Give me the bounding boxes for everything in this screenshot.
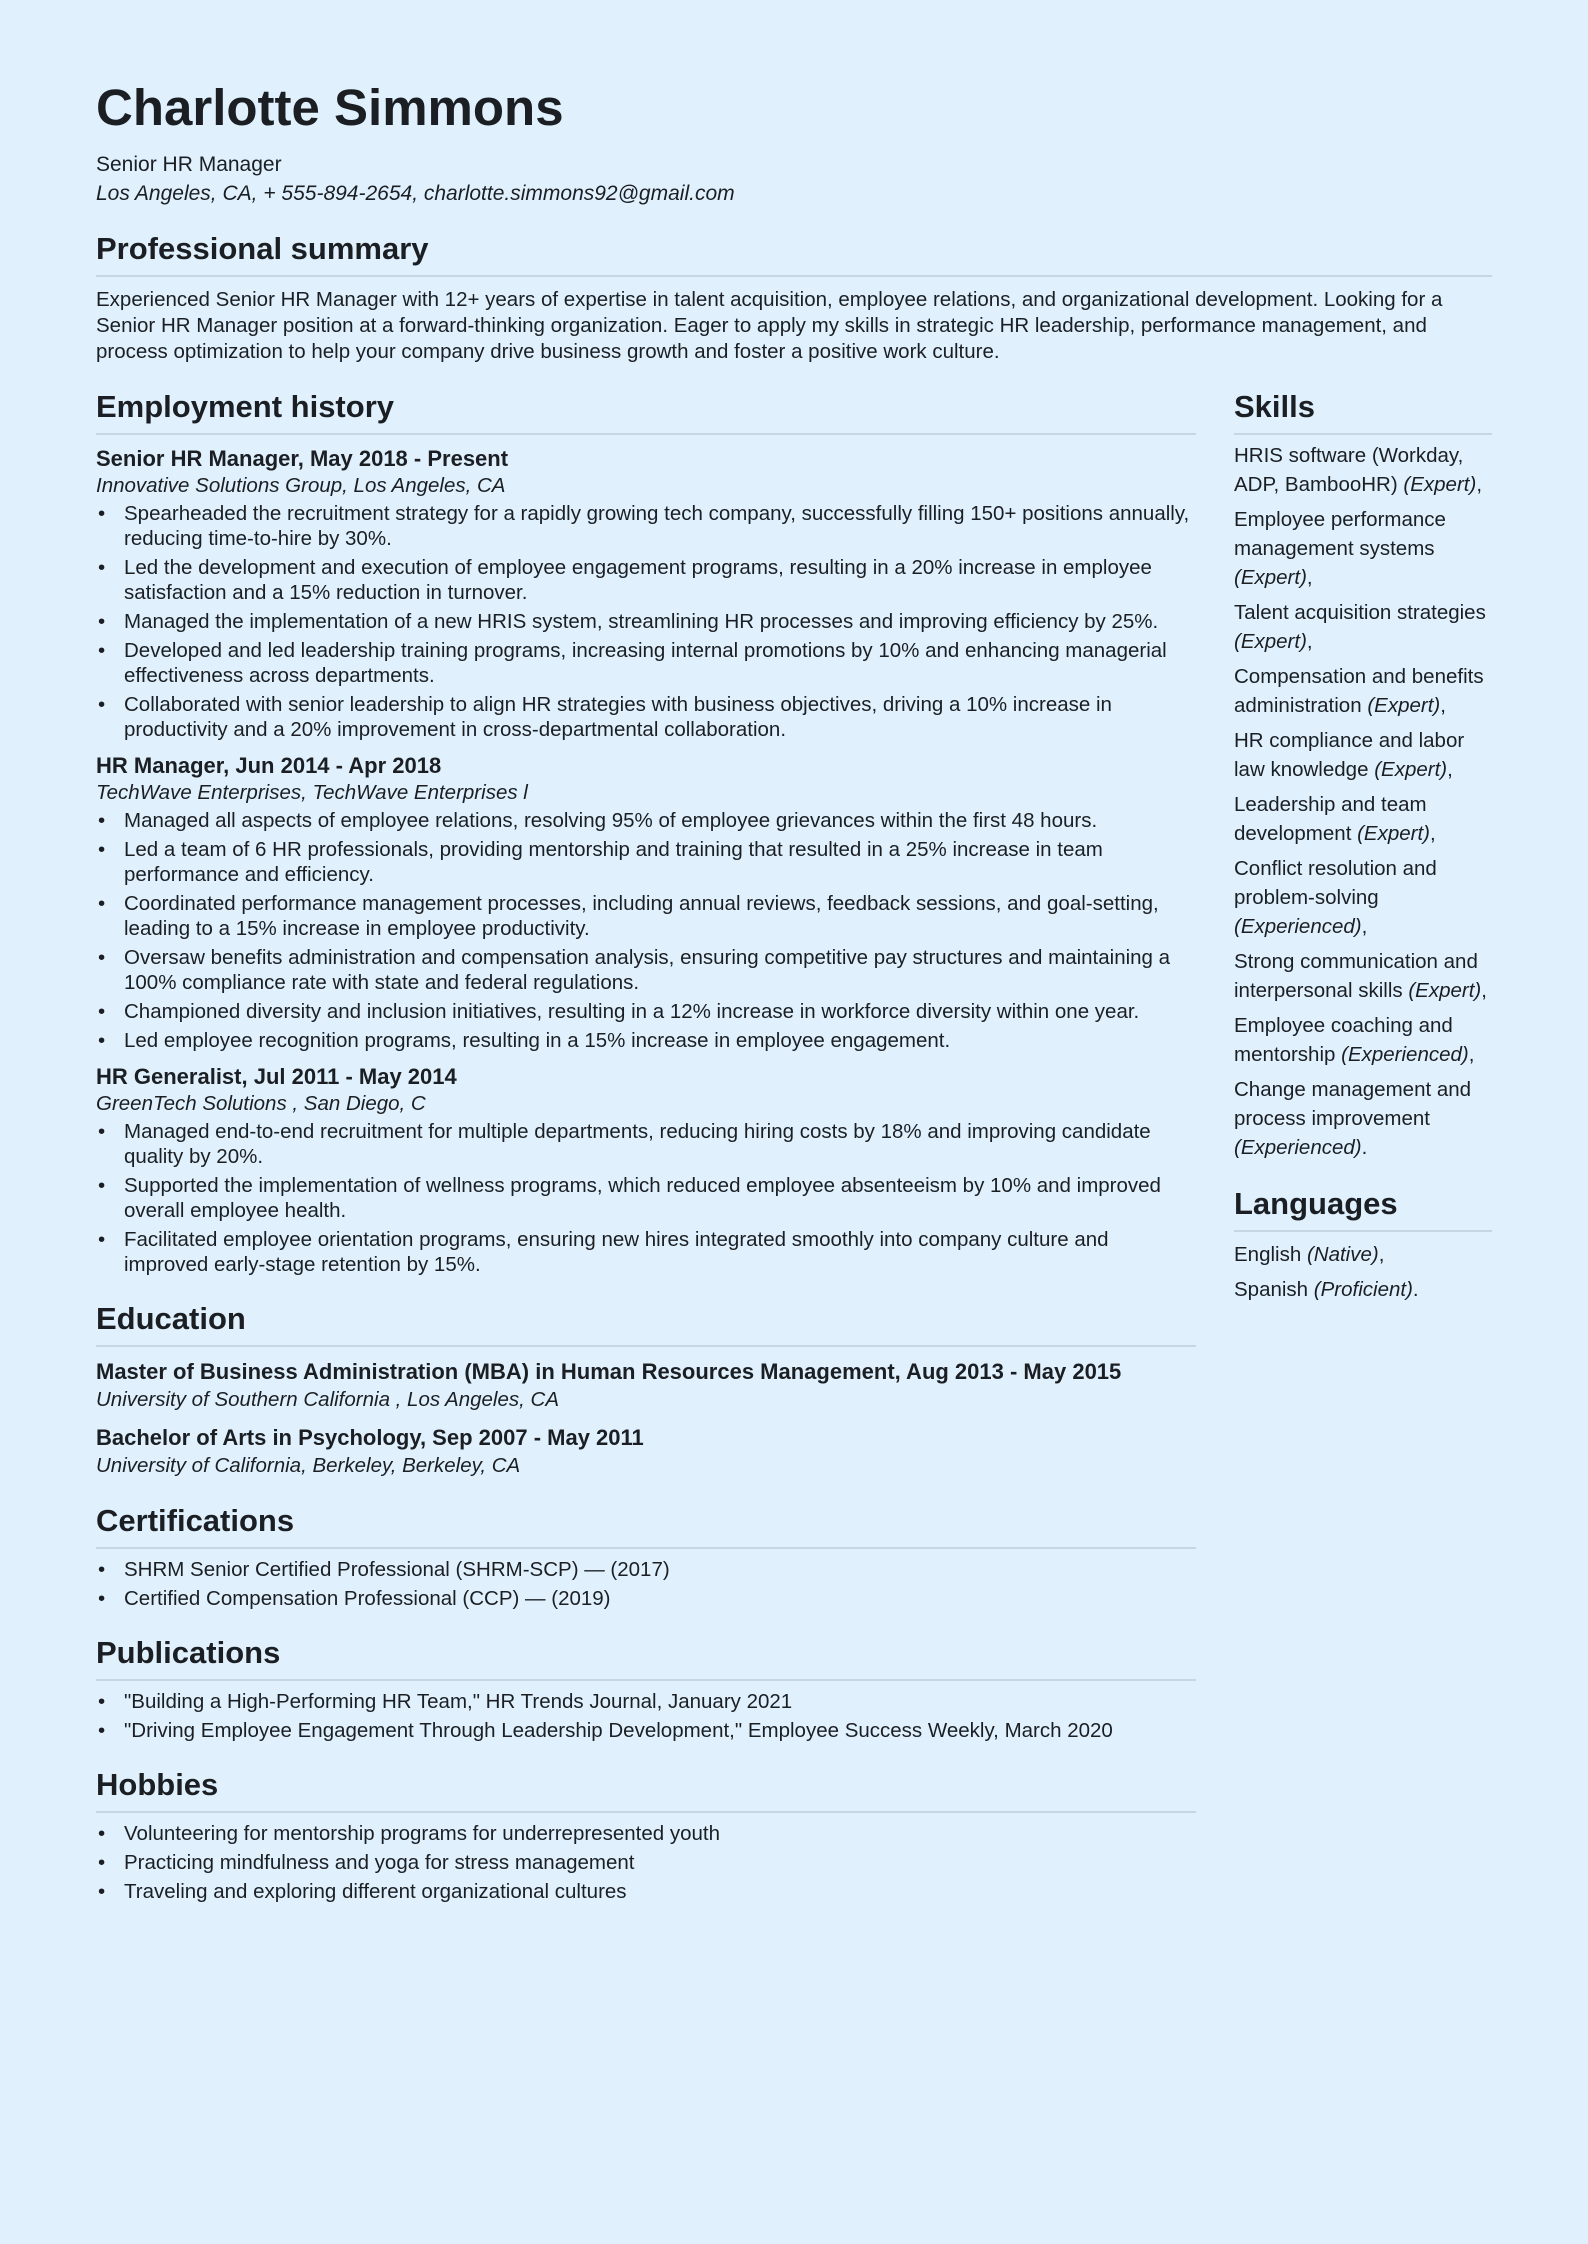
skill-separator: , [1468,1043,1475,1066]
skill-level: (Expert) [1234,630,1307,653]
hobby-item: • Volunteering for mentorship programs for underrepresented youth [96,1821,1196,1846]
job-entry [96,445,1196,742]
publication-item: • "Driving Employee Engagement Through Leadership Development," Employee Success Weekly, March 2020 [96,1718,1196,1743]
job-bullet: • Spearheaded the recruitment strategy for a rapidly growing tech company, successfully filling 150+ positions annually, reducing time-to-hire by 30%. [96,501,1196,551]
skill-separator: , [1306,630,1313,653]
skill-name: Conflict resolution and problem-solving [1234,857,1437,909]
job-bullet: • Managed the implementation of a new HRIS system, streamlining HR processes and improving efficiency by 25%. [96,609,1196,634]
language-name: Spanish [1234,1278,1309,1301]
skill-item [1234,854,1492,941]
job-company: GreenTech Solutions , San Diego, C [96,1092,426,1115]
skill-level: (Expert) [1234,566,1307,589]
job-bullet: • Led the development and execution of employee engagement programs, resulting in a 20% increase in employee satisfaction and a 15% reduction in turnover. [96,555,1196,605]
employment-section [96,387,1196,1277]
skill-separator: . [1361,1136,1368,1159]
skill-name: Strong communication and interpersonal skills [1234,950,1478,1002]
candidate-title: Senior HR Manager [96,153,282,176]
job-bullet: • Managed end-to-end recruitment for multiple departments, reducing hiring costs by 18% and improving candidate quality by 20%. [96,1119,1196,1169]
skill-name: HR compliance and labor law knowledge [1234,729,1465,781]
language-name: English [1234,1243,1302,1266]
skill-item [1234,441,1492,499]
job-bullet: • Collaborated with senior leadership to align HR strategies with business objectives, driving a 10% increase in productivity and a 20% improvement in cross-departmental collaboration. [96,692,1196,742]
language-separator: , [1378,1243,1385,1266]
language-level: (Native) [1306,1243,1379,1266]
summary-section [96,229,1492,365]
job-bullet: • Managed all aspects of employee relations, resolving 95% of employee grievances within the first 48 hours. [96,808,1196,833]
skill-level: (Expert) [1374,758,1448,781]
skill-name: Talent acquisition strategies [1234,601,1486,624]
skill-level: (Experienced) [1341,1043,1469,1066]
hobbies-heading: Hobbies [96,1765,1196,1813]
job-bullet: • Supported the implementation of wellness programs, which reduced employee absenteeism by 10% and improved overall employee health. [96,1173,1196,1223]
skill-name: HRIS software (Workday, ADP, BambooHR) [1234,444,1464,496]
certifications-section [96,1501,1196,1611]
skill-separator: , [1430,822,1436,845]
school-name: University of Southern California , Los Angeles, CA [96,1388,559,1411]
skill-item [1234,1075,1492,1162]
employment-heading: Employment history [96,387,1196,435]
skill-level: (Experienced) [1234,915,1362,938]
hobby-item: • Practicing mindfulness and yoga for stress management [96,1850,1196,1875]
skill-level: (Expert) [1357,822,1430,845]
skill-level: (Expert) [1367,694,1441,717]
sidebar-column [1234,387,1492,1908]
two-column-layout [96,387,1492,1908]
contact-info: Los Angeles, CA, + 555-894-2654, charlotte.simmons92@gmail.com [96,182,735,205]
job-bullet: • Led a team of 6 HR professionals, providing mentorship and training that resulted in a 25% increase in team performance and efficiency. [96,837,1196,887]
skill-separator: , [1447,758,1453,781]
summary-text: Experienced Senior HR Manager with 12+ years of expertise in talent acquisition, employee relations, and organizational development. Looking for a Senior HR Manager position at a forward-thinking organization. Eager to apply my skills in strategic HR leadership, performance management, and process optimization to help your company drive business growth and foster a positive work culture. [96,288,1443,363]
certifications-list [96,1557,1196,1611]
hobby-item: • Traveling and exploring different organizational cultures [96,1879,1196,1904]
skills-heading: Skills [1234,387,1492,435]
hobbies-section [96,1765,1196,1904]
job-company: TechWave Enterprises, TechWave Enterprises l [96,781,528,804]
job-bullet: • Developed and led leadership training programs, increasing internal promotions by 10% and enhancing managerial effectiveness across departments. [96,638,1196,688]
publication-item: • "Building a High-Performing HR Team," HR Trends Journal, January 2021 [96,1689,1196,1714]
job-bullets [96,501,1196,742]
skill-separator: , [1481,979,1487,1002]
languages-section [1234,1184,1492,1304]
degree-title: Master of Business Administration (MBA) in Human Resources Management, Aug 2013 - May 2015 [96,1359,1122,1384]
language-item [1234,1240,1492,1269]
certifications-heading: Certifications [96,1501,1196,1549]
skill-name: Change management and process improvement [1234,1078,1472,1130]
skill-separator: , [1306,566,1313,589]
job-bullet: • Coordinated performance management processes, including annual reviews, feedback sessions, and goal-setting, leading to a 15% increase in employee productivity. [96,891,1196,941]
skill-separator: , [1476,473,1483,496]
degree-title: Bachelor of Arts in Psychology, Sep 2007 - May 2011 [96,1425,644,1450]
skill-item [1234,790,1492,848]
job-entry [96,752,1196,1053]
job-bullet: • Oversaw benefits administration and compensation analysis, ensuring competitive pay structures and maintaining a 100% compliance rate with state and federal regulations. [96,945,1196,995]
publications-heading: Publications [96,1633,1196,1681]
school-name: University of California, Berkeley, Berkeley, CA [96,1454,521,1477]
skill-item [1234,726,1492,784]
skill-separator: , [1440,694,1446,717]
job-company: Innovative Solutions Group, Los Angeles, CA [96,474,506,497]
languages-heading: Languages [1234,1184,1492,1232]
resume-header [96,78,1492,207]
skill-item [1234,598,1492,656]
job-bullet: • Facilitated employee orientation programs, ensuring new hires integrated smoothly into company culture and improved early-stage retention by 15%. [96,1227,1196,1277]
skill-level: (Expert) [1408,979,1482,1002]
education-heading: Education [96,1299,1196,1347]
skill-item [1234,947,1492,1005]
job-bullets [96,1119,1196,1277]
job-title: HR Manager, Jun 2014 - Apr 2018 [96,753,442,778]
language-level: (Proficient) [1313,1278,1413,1301]
certification-item: • Certified Compensation Professional (CCP) — (2019) [96,1586,1196,1611]
skill-name: Employee performance management systems [1234,508,1446,560]
language-separator: . [1412,1278,1419,1301]
skill-name: Employee coaching and mentorship [1234,1014,1453,1066]
job-bullet: • Led employee recognition programs, resulting in a 15% increase in employee engagement. [96,1028,1196,1053]
candidate-name: Charlotte Simmons [96,79,564,136]
language-item [1234,1275,1492,1304]
education-section [96,1299,1196,1479]
job-title: Senior HR Manager, May 2018 - Present [96,446,509,471]
skill-item [1234,1011,1492,1069]
main-column [96,387,1196,1908]
skill-separator: , [1361,915,1368,938]
skill-name: Compensation and benefits administration [1234,665,1484,717]
skill-item [1234,662,1492,720]
education-entry [96,1357,1196,1413]
hobbies-list [96,1821,1196,1904]
job-entry [96,1063,1196,1277]
certification-item: • SHRM Senior Certified Professional (SHRM-SCP) — (2017) [96,1557,1196,1582]
education-entry [96,1423,1196,1479]
publications-list [96,1689,1196,1743]
skills-section [1234,387,1492,1162]
summary-heading: Professional summary [96,229,1492,277]
skill-item [1234,505,1492,592]
job-title: HR Generalist, Jul 2011 - May 2014 [96,1064,457,1089]
skill-level: (Expert) [1403,473,1477,496]
job-bullets [96,808,1196,1053]
job-bullet: • Championed diversity and inclusion initiatives, resulting in a 12% increase in workforce diversity within one year. [96,999,1196,1024]
skill-level: (Experienced) [1234,1136,1362,1159]
skill-name: Leadership and team development [1234,793,1427,845]
publications-section [96,1633,1196,1743]
